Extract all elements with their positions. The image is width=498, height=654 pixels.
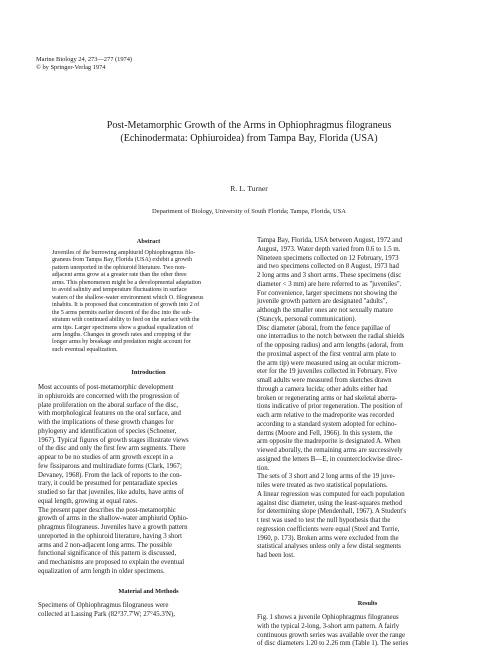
right-column-text: Tampa Bay, Florida, USA between August, 1972 and August, 1973. Water depth varied from 0.6 to 1.5 m. Nineteen specimens collected on 12 February, 1973 and two specimens collected on 8 August, 1973 had 2 long arms and 3 short arms. These specimens (disc diameter < 3 mm) are here referred to as "juveniles". For convenience, larger specimens not showing the juvenile growth pattern are designated "adults", although the smaller ones are not sexually mature (Stancyk, personal communication). Disc diameter (aboral, from the fence papillae of one interradius to the notch between the radial shields of the opposing radius) and arm lengths (adoral, from the proximal aspect of the first ventral arm plate to the arm tip) were measured using an ocular microm- eter for the 19 juveniles collected in February. Five small adults were measured from sketches drawn through a camera lucida; other adults either had broken or regenerating arms or had skeletal aberra- tions indicative of prior regeneration. The position of each arm relative to the madreporite was recorded according to a standard system adopted for echino- derms (Moore and Fell, 1966). In this system, the arm opposite the madreporite is designated A. When viewed aborally, the remaining arms are successively assigned the letters B—E, in counterclockwise direc- tion. The sets of 3 short and 2 long arms of the 19 juve- niles were treated as two statistical populations. A linear regression was computed for each population against disc diameter, using the least-squares method for determining slope (Mendenhall, 1967). A Student's t test was used to test the null hypothesis that the regression coefficients were equal (Steel and Torrie, 1960, p. 173). Broken arms were excluded from the statistical analyses unless only a few distal segments had been lost. [257,237,407,559]
journal-reference: Marine Biology 24, 273—277 (1974) [36,56,133,63]
abstract-heading: Abstract [136,238,161,245]
introduction-heading: Introduction [131,369,166,376]
copyright-line: © by Springer-Verlag 1974 [36,64,106,72]
author-affiliation: Department of Biology, University of South Florida; Tampa, Florida, USA [152,208,346,215]
journal-header [36,56,132,73]
results-heading: Results [357,600,378,607]
methods-heading: Material and Methods [118,588,179,595]
article-title [40,120,458,145]
author-name: R. L. Turner [230,184,268,193]
title-line-1: Post-Metamorphic Growth of the Arms in Ophiophragmus filograneus [106,120,392,131]
results-text: Fig. 1 shows a juvenile Ophiophragmus filograneus with the typical 2-long, 3-short arm pattern. A fairly continuous growth series was available over the range of disc diameters 1.20 to 2.26 mm (Table 1). The series [257,614,409,648]
title-line-2: (Echinodermata: Ophiuroidea) from Tampa Bay, Florida (USA) [120,132,378,144]
abstract-text: Juveniles of the burrowing amphiurid Ophiophragmus filo- graneus from Tampa Bay, Florida (USA) exhibit a growth pattern unreported in the ophiuroid literature. Two non- adjacent arms grow at a greater rate than the other three arms. This phenomenon might be a developmental adaptation to avoid salinity and temperature fluctuations in surface waters of the shallow-water environment which O. filograneus inhabits. It is proposed that concentration of growth into 2 of the 5 arms permits earlier descent of the disc into the sub- stratum with continued ability to feed on the surface with the arm tips. Larger specimens show a gradual equalization of arm lengths. Changes in growth rates and cropping of the longer arms by breakage and predation might account for such eventual equalization. [52,250,204,353]
introduction-text: Most accounts of post-metamorphic development in ophiuroids are concerned with the progression of plate proliferation on the aboral surface of the disc, with morphological features on the oral surface, and with the implications of these growth changes for phylogeny and identification of species (Schoener, 1967). Typical figures of growth stages illustrate views of the disc and only the first few arm segments. There appear to be no studies of arm growth except in a few fissiparous and multiradiate forms (Clark, 1967; Devaney, 1968). From the lack of reports to the con- trary, it could be presumed for pentaradiate species studied so far that juveniles, like adults, have arms of equal length, growing at equal rates. The present paper describes the post-metamorphic growth of arms in the shallow-water amphiurid Ophio- phragmus filograneus. Juveniles have a growth pattern unreported in the ophiuroid literature, having 3 short arms and 2 non-adjacent long arms. The possible functional significance of this pattern is discussed, and mechanisms are proposed to explain the eventual equalization of arm length in older specimens. [38,384,189,575]
methods-text: Specimens of Ophiophragmus filograneus were collected at Lassing Park (82°37.7'W; 27°45.3'N), [38,602,175,618]
